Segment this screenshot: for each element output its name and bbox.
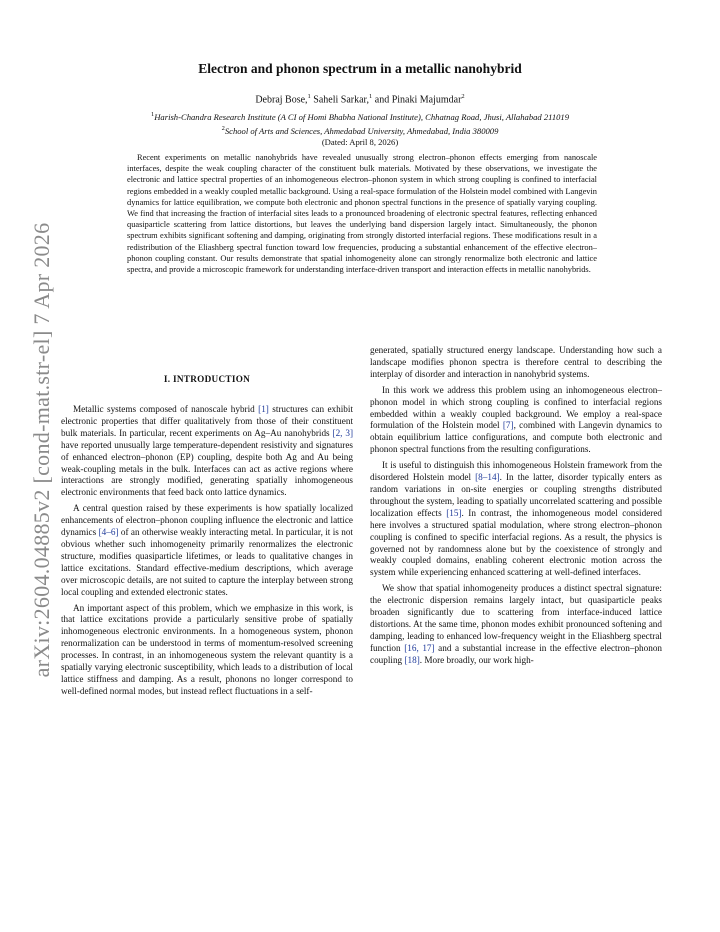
abstract: Recent experiments on metallic nanohybrids have revealed unusually strong electron–phonon effects emerging from nanoscale interfaces, despite the weak coupling character of the constituent bulk materials. Motivated by these observations, we investigate the electronic and lattice spectral properties of an inhomogeneous electron–phonon system in which strong coupling is confined to interfacial regions embedded in a weakly coupled metallic background. Using a real-space formulation of the Holstein model combined with Langevin dynamics for lattice equilibration, we compute both electronic and phonon spectral functions in the presence of spatially varying coupling. We find that increasing the fraction of interfacial sites leads to a pronounced broadening of electronic spectral features, reflecting enhanced quasiparticle scattering from lattice distortions, but leaves the underlying band dispersion largely intact. Simultaneously, the phonon spectrum exhibits significant softening and damping, originating from strongly distorted interfacial regions. These modifications result in a redistribution of the Eliashberg spectral function toward low frequencies, producing a substantial enhancement of the effective electron–phonon coupling constant. Our results demonstrate that spatial inhomogeneity alone can strongly renormalize both electronic and lattice spectra, and provide a microscopic framework for understanding interface-driven transport and interaction effects in metallic nanohybrids. xyxy=(127,153,597,275)
paragraph: generated, spatially structured energy landscape. Understanding how such a landscape modifies phonon spectra is therefore central to describing the interplay of disorder and interaction in nanohybrid systems. xyxy=(370,345,662,379)
paragraph: It is useful to distinguish this inhomogeneous Holstein framework from the disordered Holstein model [8–14]. In the latter, disorder typically enters as random variations in on-site energies or coupling strengths distributed throughout the system, leading to spatially uncorrelated scattering and possible localization effects [15]. In contrast, the inhomogeneous model considered here involves a structured spatial modulation, where strong electron–phonon coupling is confined to specific interfacial regions. As a result, the physics is governed not by randomness alone but by the coexistence of strongly and weakly coupled domains, enabling coherent electronic motion across the system while experiencing enhanced scattering at well-defined interfaces. xyxy=(370,460,663,578)
paper-header xyxy=(70,60,650,148)
paragraph: Metallic systems composed of nanoscale hybrid [1] structures can exhibit electronic properties that differ qualitatively from those of their constituent bulk materials. In particular, recent experiments on Ag–Au nanohybrids [2, 3] have reported unusually large temperature-dependent resistivity and signatures of enhanced electron–phonon (EP) coupling, despite both Ag and Au being weak-coupling metals in the bulk. Interfaces can act as active regions where interactions are strongly modified, generating spatially inhomogeneous electronic environments that feed back onto lattice dynamics. xyxy=(61,404,354,498)
affiliation-1-text: Harish-Chandra Research Institute (A CI of Homi Bhabha National Institute), Chhatnag Road, Jhusi, Allahabad 211019 xyxy=(154,112,570,123)
affiliation-1 xyxy=(70,109,650,123)
paper-title: Electron and phonon spectrum in a metallic nanohybrid xyxy=(198,61,522,76)
citation-link[interactable]: [8–14] xyxy=(475,472,500,483)
affiliation-2-text: School of Arts and Sciences, Ahmedabad University, Ahmedabad, India 380009 xyxy=(224,126,499,137)
affiliation-2-marker: 2 xyxy=(221,125,225,133)
right-column xyxy=(370,345,662,671)
citation-link[interactable]: [2, 3] xyxy=(332,427,354,438)
author-name: Saheli Sarkar, xyxy=(310,94,369,106)
dated-line: (Dated: April 8, 2026) xyxy=(321,137,399,148)
paragraph: In this work we address this problem using an inhomogeneous electron–phonon model in which strong coupling is confined to interfacial regions embedded within a weakly coupled background. We employ a real-space formulation of the Holstein model [7], combined with Langevin dynamics to obtain equilibrium lattice configurations, and compute both electronic and phonon spectral functions from the resulting configurations. xyxy=(370,384,662,455)
affiliation-2 xyxy=(70,123,650,137)
author-name: Debraj Bose, xyxy=(255,94,308,106)
author-name: and Pinaki Majumdar xyxy=(372,94,462,106)
citation-link[interactable]: [16, 17] xyxy=(404,642,435,653)
author-affiliation-marker: 2 xyxy=(461,93,465,100)
paragraph: We show that spatial inhomogeneity produces a distinct spectral signature: the electronic dispersion remains largely intact, but quasiparticle peaks broaden significantly due to scattering from interface-induced lattice distortions. At the same time, phonon modes exhibit pronounced softening and damping, leading to enhanced low-frequency weight in the Eliashberg spectral function [16, 17] and a substantial increase in the effective electron–phonon coupling [18]. More broadly, our work high- xyxy=(370,583,663,665)
citation-link[interactable]: [1] xyxy=(258,404,269,414)
arxiv-identifier-stamp: arXiv:2604.04885v2 [cond-mat.str-el] 7 Apr 2026 xyxy=(29,222,54,678)
affiliation-1-marker: 1 xyxy=(150,111,155,119)
author-list xyxy=(70,91,650,106)
author-affiliation-marker: 1 xyxy=(369,93,373,100)
citation-link[interactable]: [4–6] xyxy=(98,527,119,538)
citation-link[interactable]: [7] xyxy=(502,420,514,431)
paragraph: An important aspect of this problem, which we emphasize in this work, is that lattice excitations provide a particularly sensitive probe of spatially inhomogeneous electronic environments. In a homogeneous system, phonon renormalization can be understood in terms of momentum-resolved screening processes. In contrast, in an inhomogeneous system the relevant quantity is a spatially varying electronic susceptibility, which leads to a distribution of local lattice stiffness and damping. As a result, phonons no longer correspond to well-defined normal modes, but instead reflect fluctuations in a self- xyxy=(61,602,353,696)
section-heading-introduction: I. INTRODUCTION xyxy=(163,374,251,384)
citation-link[interactable]: [15] xyxy=(446,507,462,518)
left-column xyxy=(61,404,353,702)
citation-link[interactable]: [18] xyxy=(404,654,420,665)
author-affiliation-marker: 1 xyxy=(307,93,311,100)
paragraph: A central question raised by these experiments is how spatially localized enhancements of electron–phonon coupling influence the electronic and lattice dynamics [4–6] of an otherwise weakly interacting metal. In particular, it is not obvious whether such inhomogeneity primarily renormalizes the electronic structure, modifies quasiparticle lifetimes, or leads to qualitative changes in lattice excitations. Standard effective-medium descriptions, which average over microscopic details, are not suited to capture the interplay between strong local coupling and extended electronic states. xyxy=(61,503,353,597)
